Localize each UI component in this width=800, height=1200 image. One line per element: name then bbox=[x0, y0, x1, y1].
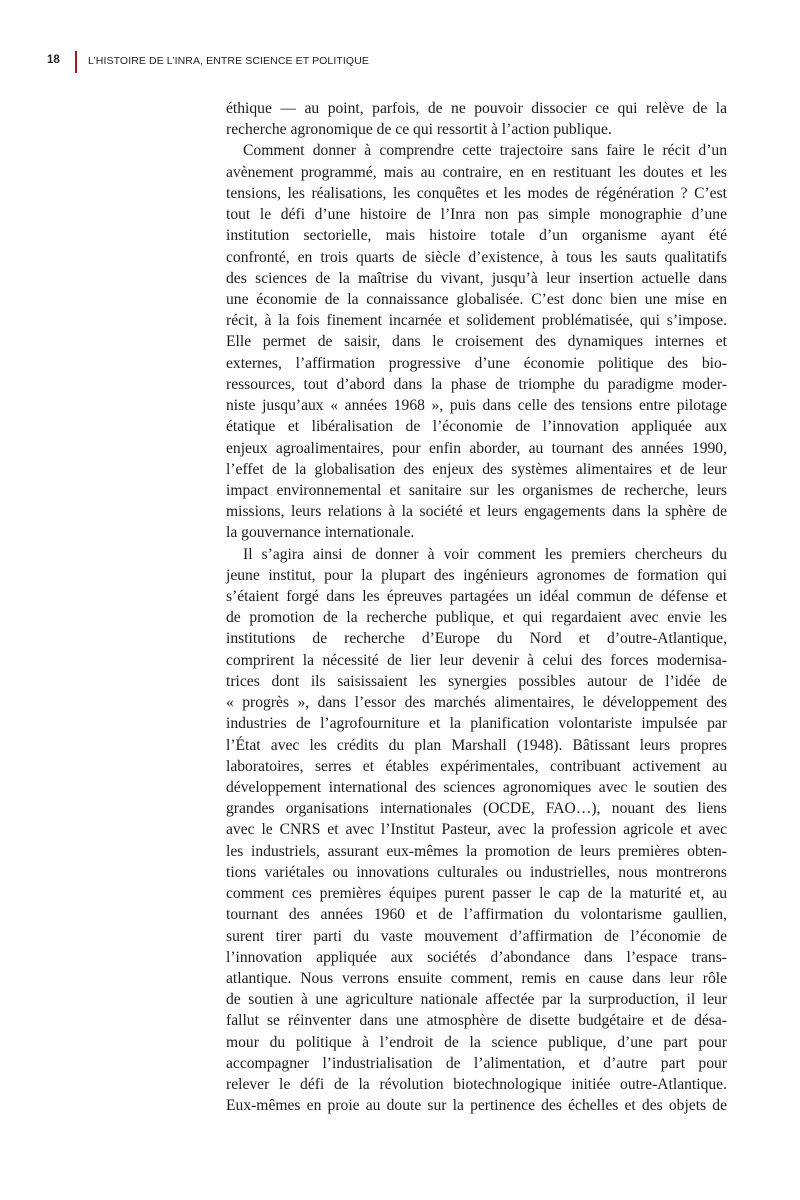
text-line: fallut se réinventer dans une atmosphère de disette budgétaire et de désa- bbox=[226, 1012, 727, 1030]
text-line: développement international des sciences agronomiques avec le soutien des bbox=[226, 779, 727, 796]
text-line: surent tirer parti du vaste mouvement d’affirmation de l’économie de bbox=[226, 927, 727, 945]
text-line: accompagner l’industrialisation de l’alimentation, et d’autre part pour bbox=[226, 1054, 727, 1072]
text-line: l’État avec les crédits du plan Marshall (1948). Bâtissant leurs propres bbox=[226, 736, 727, 754]
text-line: ressources, tout d’abord dans la phase de triomphe du paradigme moder- bbox=[226, 375, 727, 393]
text-line: mour du politique à l’endroit de la science publique, d’une part pour bbox=[226, 1033, 727, 1051]
paragraph bbox=[226, 140, 727, 543]
text-line: missions, leurs relations à la société et leurs engagements dans la sphère de bbox=[226, 503, 727, 521]
text-line: Elle permet de saisir, dans le croisement des dynamiques internes et bbox=[226, 333, 727, 351]
text-line: laboratoires, serres et étables expérimentales, contribuant activement au bbox=[226, 757, 727, 775]
text-line: tensions, les réalisations, les conquêtes et les modes de régénération ? C’est bbox=[226, 184, 727, 202]
text-line: Eux-mêmes en proie au doute sur la pertinence des échelles et des objets de bbox=[226, 1097, 727, 1115]
text-line: les industriels, assurant eux-mêmes la promotion de leurs premières obten- bbox=[226, 842, 727, 860]
text-line: tout le défi d’une histoire de l’Inra non pas simple monographie d’une bbox=[226, 206, 727, 224]
text-line: relever le défi de la révolution biotechnologique initiée outre-Atlantique. bbox=[226, 1076, 727, 1094]
text-line: atlantique. Nous verrons ensuite comment, remis en cause dans leur rôle bbox=[226, 969, 727, 987]
text-line: Comment donner à comprendre cette trajectoire sans faire le récit d’un bbox=[243, 142, 727, 160]
text-line: institutions de recherche d’Europe du Nord et d’outre-Atlantique, bbox=[226, 630, 727, 648]
text-line: confronté, en trois quarts de siècle d’existence, à tous les sauts qualitatifs bbox=[226, 248, 727, 266]
text-line: comment ces premières équipes purent passer le cap de la maturité et, au bbox=[226, 885, 727, 903]
text-line: enjeux agroalimentaires, pour enfin aborder, au tournant des années 1990, bbox=[226, 439, 727, 457]
paragraph bbox=[226, 544, 727, 1117]
text-line: la gouvernance internationale. bbox=[226, 524, 415, 542]
text-line: jeune institut, pour la plupart des ingénieurs agronomes de formation qui bbox=[226, 566, 727, 584]
text-line: trices dont ils saisissaient les synergies possibles autour de l’idée de bbox=[226, 672, 727, 690]
text-line: des sciences de la maîtrise du vivant, jusqu’à leur insertion actuelle dans bbox=[226, 269, 727, 287]
text-line: de promotion de la recherche publique, et qui regardaient avec envie les bbox=[226, 609, 727, 627]
text-line: « progrès », dans l’essor des marchés alimentaires, le développement des bbox=[226, 694, 727, 712]
text-line: institution sectorielle, mais histoire totale d’un organisme ayant été bbox=[226, 227, 727, 245]
paragraph bbox=[226, 98, 727, 140]
header-divider bbox=[75, 51, 77, 73]
text-line: récit, à la fois finement incarnée et solidement problématisée, qui s’impose. bbox=[226, 312, 727, 330]
text-line: éthique — au point, parfois, de ne pouvoir dissocier ce qui relève de la bbox=[226, 100, 727, 117]
text-line: tions variétales ou innovations culturales ou industrielles, nous montrerons bbox=[226, 863, 727, 881]
text-line: industries de l’agrofourniture et la planification volontariste impulsée par bbox=[226, 715, 727, 733]
text-line: avec le CNRS et avec l’Institut Pasteur, avec la profession agricole et avec bbox=[226, 821, 727, 839]
text-line: étatique et libéralisation de l’économie de l’innovation appliquée aux bbox=[226, 418, 727, 436]
text-line: avènement programmé, mais au contraire, en en restituant les doutes et les bbox=[226, 163, 727, 181]
text-line: Il s’agira ainsi de donner à voir comment les premiers chercheurs du bbox=[243, 545, 727, 563]
text-line: l’innovation appliquée aux sociétés d’abondance dans l’espace trans- bbox=[226, 948, 727, 966]
text-line: s’étaient forgé dans les épreuves partagées un idéal commun de défense et bbox=[226, 588, 727, 606]
page-number: 18 bbox=[47, 54, 60, 66]
text-line: l’effet de la globalisation des enjeux des systèmes alimentaires et de leur bbox=[226, 460, 727, 478]
running-title: L’HISTOIRE DE L’INRA, ENTRE SCIENCE ET POLITIQUE bbox=[88, 55, 369, 67]
running-header bbox=[0, 51, 800, 73]
text-line: une économie de la connaissance globalisée. C’est donc bien une mise en bbox=[226, 290, 727, 308]
text-line: de soutien à une agriculture nationale affectée par la surproduction, il leur bbox=[226, 991, 727, 1009]
text-line: externes, l’affirmation progressive d’une économie politique des bio- bbox=[226, 354, 727, 372]
text-line: recherche agronomique de ce qui ressortit à l’action publique. bbox=[226, 121, 612, 139]
text-line: grandes organisations internationales (OCDE, FAO…), nouant des liens bbox=[226, 800, 727, 818]
text-line: impact environnemental et sanitaire sur les organismes de recherche, leurs bbox=[226, 481, 727, 499]
text-line: niste jusqu’aux « années 1968 », puis dans celle des tensions entre pilotage bbox=[226, 397, 727, 415]
text-line: comprirent la nécessité de lier leur devenir à celui des forces modernisa- bbox=[226, 651, 727, 669]
text-line: tournant des années 1960 et de l’affirmation du volontarisme gaullien, bbox=[226, 906, 727, 924]
body-text bbox=[226, 98, 727, 1117]
